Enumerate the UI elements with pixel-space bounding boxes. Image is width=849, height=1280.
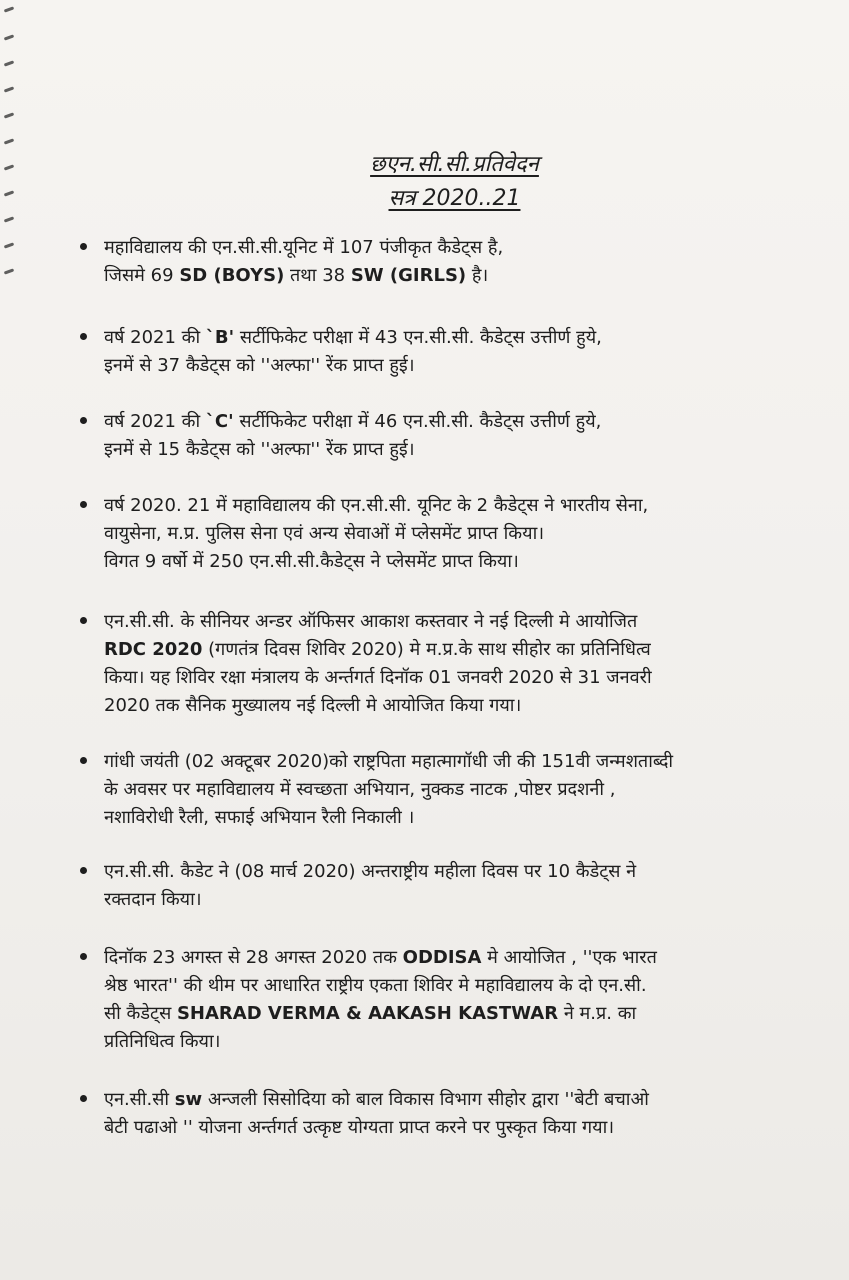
list-item: एन.सी.सी. कैडेट ने (08 मार्च 2020) अन्तराष्ट्रीय महीला दिवस पर 10 कैडेट्स ने रक्तदान किया।: [104, 858, 794, 914]
report-title: [0, 148, 849, 216]
bullet-icon: [80, 617, 87, 624]
list-item: महाविद्यालय की एन.सी.सी.यूनिट में 107 पंजीकृत कैडेट्स है, जिसमे 69 SD (BOYS) तथा 38 SW (GIRLS) है।: [104, 234, 794, 290]
bullet-icon: [80, 867, 87, 874]
list-item: वर्ष 2020. 21 में महाविद्यालय की एन.सी.सी. यूनिट के 2 कैडेट्स ने भारतीय सेना, वायुसेना, म.प्र. पुलिस सेना एवं अन्य सेवाओं में प्लेसमेंट प्राप्त किया। विगत 9 वर्षो में 250 एन.सी.सी.कैडेट्स ने प्लेसमेंट प्राप्त किया।: [104, 492, 794, 576]
list-item: गांधी जयंती (02 अक्टूबर 2020)को राष्ट्रपिता महात्मागॉधी जी की 151वी जन्मशताब्दी के अवसर पर महाविद्यालय में स्वच्छता अभियान, नुक्कड नाटक ,पोष्टर प्रदशनी , नशाविरोधी रैली, सफाई अभियान रैली निकाली ।: [104, 748, 794, 832]
title-line-2: सत्र 2020..21: [388, 186, 521, 211]
report-items: [104, 234, 794, 1142]
bullet-icon: [80, 1095, 87, 1102]
list-item: एन.सी.सी. के सीनियर अन्डर ऑफिसर आकाश कस्तवार ने नई दिल्ली मे आयोजित RDC 2020 (गणतंत्र दिवस शिविर 2020) मे म.प्र.के साथ सीहोर का प्रतिनिधित्व किया। यह शिविर रक्षा मंत्रालय के अर्न्तगर्त दिनॉक 01 जनवरी 2020 से 31 जनवरी 2020 तक सैनिक मुख्यालय नई दिल्ली मे आयोजित किया गया।: [104, 608, 794, 720]
list-item: वर्ष 2021 की `C' सर्टीफिकेट परीक्षा में 46 एन.सी.सी. कैडेट्स उत्तीर्ण हुये, इनमें से 15 कैडेट्स को ''अल्फा'' रेंक प्राप्त हुई।: [104, 408, 794, 464]
bullet-icon: [80, 953, 87, 960]
bullet-icon: [80, 333, 87, 340]
bullet-icon: [80, 757, 87, 764]
list-item: दिनॉक 23 अगस्त से 28 अगस्त 2020 तक ODDISA मे आयोजित , ''एक भारत श्रेष्ठ भारत'' की थीम पर आधारित राष्ट्रीय एकता शिविर मे महाविद्यालय के दो एन.सी. सी कैडेट्स SHARAD VERMA & AAKASH KASTWAR ने म.प्र. का प्रतिनिधित्व किया।: [104, 944, 794, 1056]
bullet-icon: [80, 417, 87, 424]
title-line-1: छएन.सी.सी.प्रतिवेदन: [370, 152, 539, 177]
list-item: एन.सी.सी sw अन्जली सिसोदिया को बाल विकास विभाग सीहोर द्वारा ''बेटी बचाओ बेटी पढाओ '' योजना अर्न्तगर्त उत्कृष्ट योग्यता प्राप्त करने पर पुस्कृत किया गया।: [104, 1086, 794, 1142]
bullet-icon: [80, 243, 87, 250]
bullet-icon: [80, 501, 87, 508]
list-item: वर्ष 2021 की `B' सर्टीफिकेट परीक्षा में 43 एन.सी.सी. कैडेट्स उत्तीर्ण हुये, इनमें से 37 कैडेट्स को ''अल्फा'' रेंक प्राप्त हुई।: [104, 324, 794, 380]
